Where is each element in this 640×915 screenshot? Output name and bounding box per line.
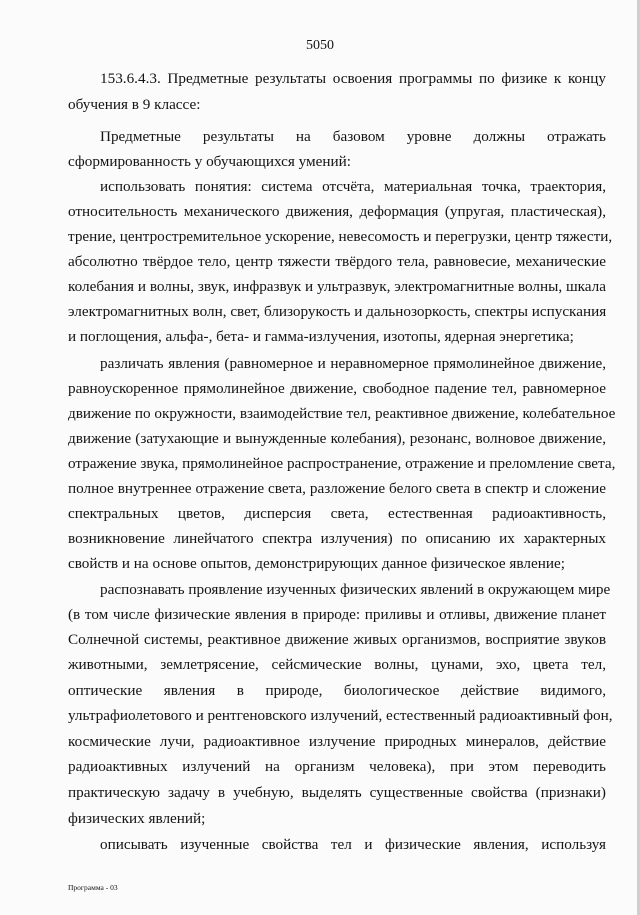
text-line: Солнечной системы, реактивное движение живых организмов, восприятие звуков [68,631,606,648]
text-line: и поглощения, альфа-, бета- и гамма-излучения, изотопы, ядерная энергетика; [68,328,574,345]
text-line: использовать понятия: система отсчёта, материальная точка, траектория, [100,178,606,195]
text-line: электромагнитных волн, свет, близорукость и дальнозоркость, спектры испускания [68,303,607,320]
text-line: космические лучи, радиоактивное излучение природных минералов, действие [68,733,606,750]
text-line: обучения в 9 классе: [68,96,201,113]
text-line: сформированность у обучающихся умений: [68,153,351,170]
text-line: различать явления (равномерное и неравномерное прямолинейное движение, [100,355,606,372]
text-line: животными, землетрясение, сейсмические волны, цунами, эхо, цвета тел, [68,656,606,673]
text-line: практическую задачу в учебную, выделять существенные свойства (признаки) [68,784,606,801]
text-line: трение, центростремительное ускорение, невесомость и перегрузки, центр тяжести, [68,228,613,245]
text-line: свойств и на основе опытов, демонстрирующих данное физическое явление; [68,555,565,572]
text-line: спектральных цветов, дисперсия света, естественная радиоактивность, [68,505,606,522]
text-line: полное внутреннее отражение света, разложение белого света в спектр и сложение [68,480,606,497]
text-line: распознавать проявление изученных физических явлений в окружающем мире [100,581,611,598]
text-line: колебания и волны, звук, инфразвук и ультразвук, электромагнитные волны, шкала [68,278,606,295]
text-line: равноускоренное прямолинейное движение, свободное падение тел, равномерное [68,380,606,397]
text-line: Предметные результаты на базовом уровне должны отражать [100,128,606,145]
text-line: оптические явления в природе, биологическое действие видимого, [68,682,606,699]
text-line: движение (затухающие и вынужденные колебания), резонанс, волновое движение, [68,430,606,447]
text-line: ультрафиолетового и рентгеновского излучений, естественный радиоактивный фон, [68,707,613,724]
page-footer: Программа - 03 [68,883,118,892]
page-number: 5050 [306,38,334,53]
text-line: отражение звука, прямолинейное распространение, отражение и преломление света, [68,455,616,472]
text-line: радиоактивных излучений на организм человека), при этом переводить [68,758,606,775]
text-line: описывать изученные свойства тел и физические явления, используя [100,836,606,853]
text-line: абсолютно твёрдое тело, центр тяжести твёрдого тела, равновесие, механические [68,253,606,270]
text-line: возникновение линейчатого спектра излучения) по описанию их характерных [68,530,606,547]
text-line: 153.6.4.3. Предметные результаты освоения программы по физике к концу [100,70,606,87]
text-line: относительность механического движения, деформация (упругая, пластическая), [68,203,606,220]
text-line: (в том числе физические явления в природе: приливы и отливы, движение планет [68,606,606,623]
text-line: физических явлений; [68,810,206,827]
text-line: движение по окружности, взаимодействие тел, реактивное движение, колебательное [68,405,616,422]
